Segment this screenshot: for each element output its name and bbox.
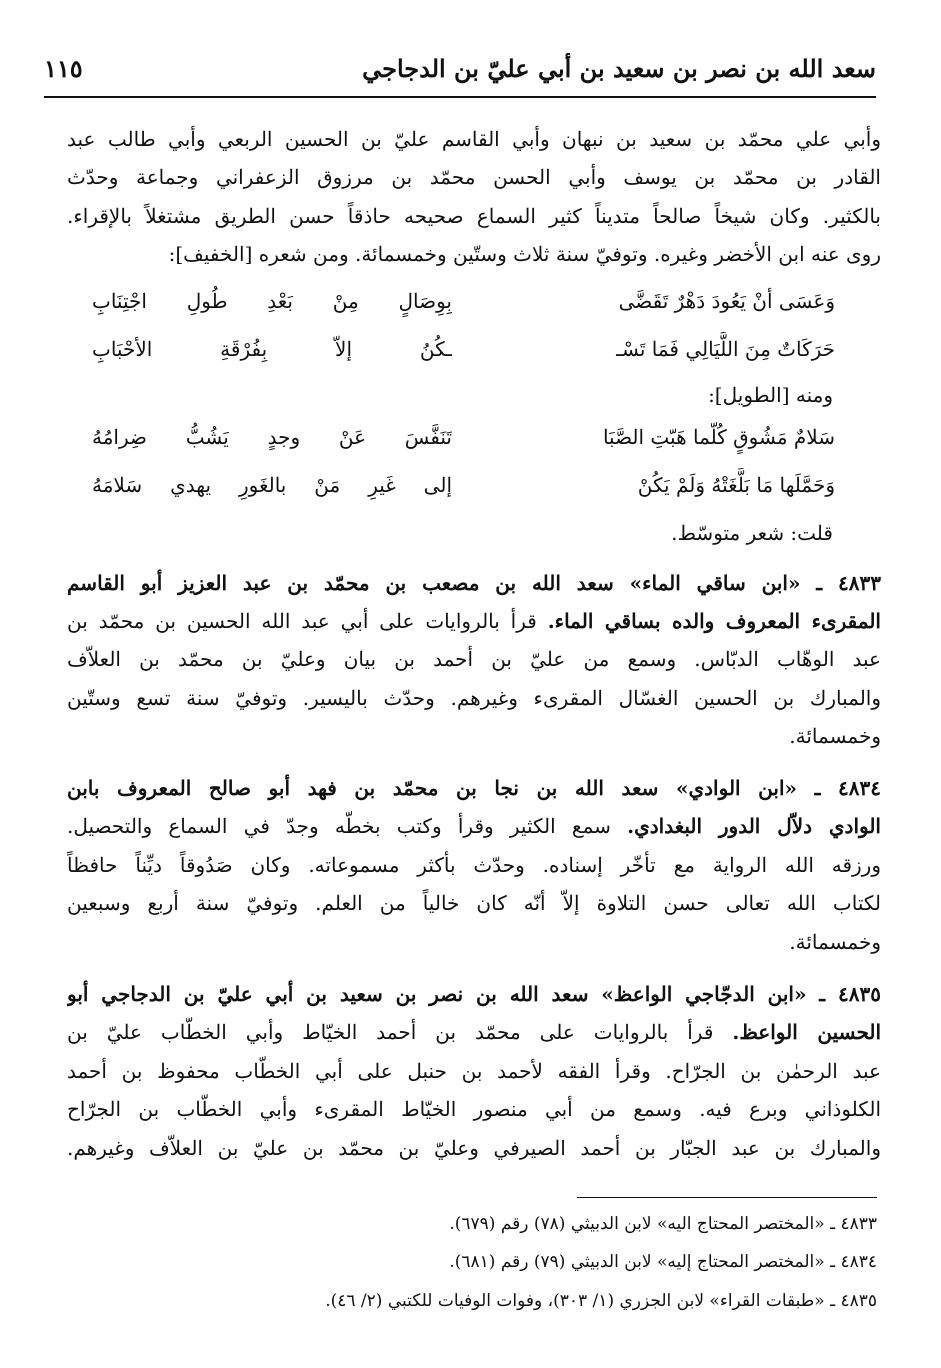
verse-first-hemistich: سَلامٌ مَشُوقٍ كُلّما هَبّتِ الصَّبَا [602,425,835,449]
footnote-divider [577,1197,877,1198]
body-line: وأبي علي محمّد بن سعيد بن نبهان وأبي القاسم عليّ بن الحسين الربعي وأبي طالب عبد [67,127,881,151]
verse-second-hemistich: بِوِصَالٍ مِنْ بَعْدِ طُولِ اجْتِنَابِ [92,289,452,313]
footnote: ٤٨٣٤ ـ «المختصر المحتاج إليه» لابن الدبيثي (٧٩) رقم (٦٨١). [449,1252,877,1272]
remark: قلت: شعر متوسّط. [671,521,833,545]
entry-text: سمع الكثير وقرأ وكتب بخطّه وجدّ في السماع والتحصيل. [67,814,628,838]
footnote: ٤٨٣٥ ـ «طبقات القراء» لابن الجزري (١/ ٣٠٣)، وفوات الوفيات للكتبي (٢/ ٤٦). [325,1291,877,1311]
body-line: وخمسمائة. [789,724,881,748]
page-header [44,50,876,94]
body-line: والمبارك بن عبد الجبّار بن أحمد الصيرفي وعليّ بن محمّد بن عليّ بن العلاّف وغيرهم. [67,1136,881,1160]
entry-heading: ٤٨٣٥ ـ «ابن الدجّاجي الواعظ» سعد الله بن نصر بن سعيد بن أبي عليّ بن الدجاجي أبو [67,982,881,1006]
entry-heading-tail: الوادي دلاّل الدور البغدادي. [627,814,881,838]
poem-intro: ومنه [الطويل]: [708,383,833,407]
entry-heading-cont [67,604,881,638]
entry-heading: ٤٨٣٣ ـ «ابن ساقي الماء» سعد الله بن مصعب بن محمّد بن عبد العزيز أبو القاسم [67,571,881,595]
body-line: وخمسمائة. [789,930,881,954]
body-line: عبد الرحمٰن بن الجرّاح. وقرأ الفقه لأحمد بن حنبل على أبي الخطّاب محفوظ بن أحمد [67,1059,881,1083]
verse-second-hemistich: إلى غَيرِ مَنْ بالغَورِ يهدي سَلامَهُ [92,473,452,497]
body-line: روى عنه ابن الأخضر وغيره. وتوفيّ سنة ثلاث وستّين وخمسمائة. ومن شعره [الخفيف]: [168,242,881,266]
entry-heading: ٤٨٣٤ ـ «ابن الوادي» سعد الله بن نجا بن محمّد بن فهد أبو صالح المعروف بابن [67,776,881,800]
footnote: ٤٨٣٣ ـ «المختصر المحتاج اليه» لابن الدبيثي (٧٨) رقم (٦٧٩). [449,1214,877,1234]
body-line: الكلوذاني وبرع فيه. وسمع من أبي منصور الخيّاط المقرىء وأبي الخطّاب بن الجرّاح [67,1097,881,1121]
entry-heading-cont [67,1015,881,1049]
header-divider [44,96,876,98]
body-line: القادر بن محمّد بن يوسف وأبي الحسن محمّد بن مرزوق الزعفراني وجماعة وحدّث [67,165,881,189]
verse-second-hemistich: تَنَفَّسَ عَنْ وجدٍ يَشُبُّ ضِرامُهُ [92,425,452,449]
entry-heading-tail: الحسين الواعظ. [732,1020,881,1044]
verse-first-hemistich: حَرَكَاتٌ مِنَ اللَّيَالِي فَمَا تَسْـ [616,337,835,361]
page-number: ١١٥ [44,54,83,83]
body-line: والمبارك بن الحسين الغسّال المقرىء وغيرهم. وحدّث باليسير. وتوفيّ سنة تسع وستّين [67,686,881,710]
body-line: لكتاب الله تعالى حسن التلاوة إلاّ أنّه كان خالياً من العلم. وتوفيّ سنة أربع وسبعين [67,891,881,915]
entry-heading-cont [67,809,881,843]
verse-second-hemistich: ـكُنُ إلاّ بِفُرْقَةِ الأحْبَابِ [92,337,452,361]
entry-text: قرأ بالروايات على أبي عبد الله الحسين بن محمّد بن [67,609,548,633]
running-title: سعد الله بن نصر بن سعيد بن أبي عليّ بن الدجاجي [362,54,876,83]
entry-text: قرأ بالروايات على محمّد بن أحمد الخيّاط وأبي الخطّاب عليّ بن [67,1020,733,1044]
body-line: ورزقه الله الرواية مع تأخّر إسناده. وحدّث بأكثر مسموعاته. وكان صَدُوقاً ديِّناً حافظاً [67,853,881,877]
verse-first-hemistich: وَحَمَّلَها مَا بَلَّغَتْهُ وَلَمْ يَكُنْ [637,473,835,497]
body-line: عبد الوهّاب الدبّاس. وسمع من عليّ بن أحمد بن بيان وعليّ بن محمّد بن العلاّف [67,647,881,671]
verse-first-hemistich: وَعَسَى أنْ يَعُودَ دَهْرٌ تَقَضَّى [618,289,835,313]
entry-heading-tail: المقرىء المعروف والده بساقي الماء. [547,609,881,633]
body-line: بالكثير. وكان شيخاً صالحاً متديناً كثير السماع صحيحه حاذقاً حسن الطريق مشتغلاً بالإقراء. [67,204,881,228]
